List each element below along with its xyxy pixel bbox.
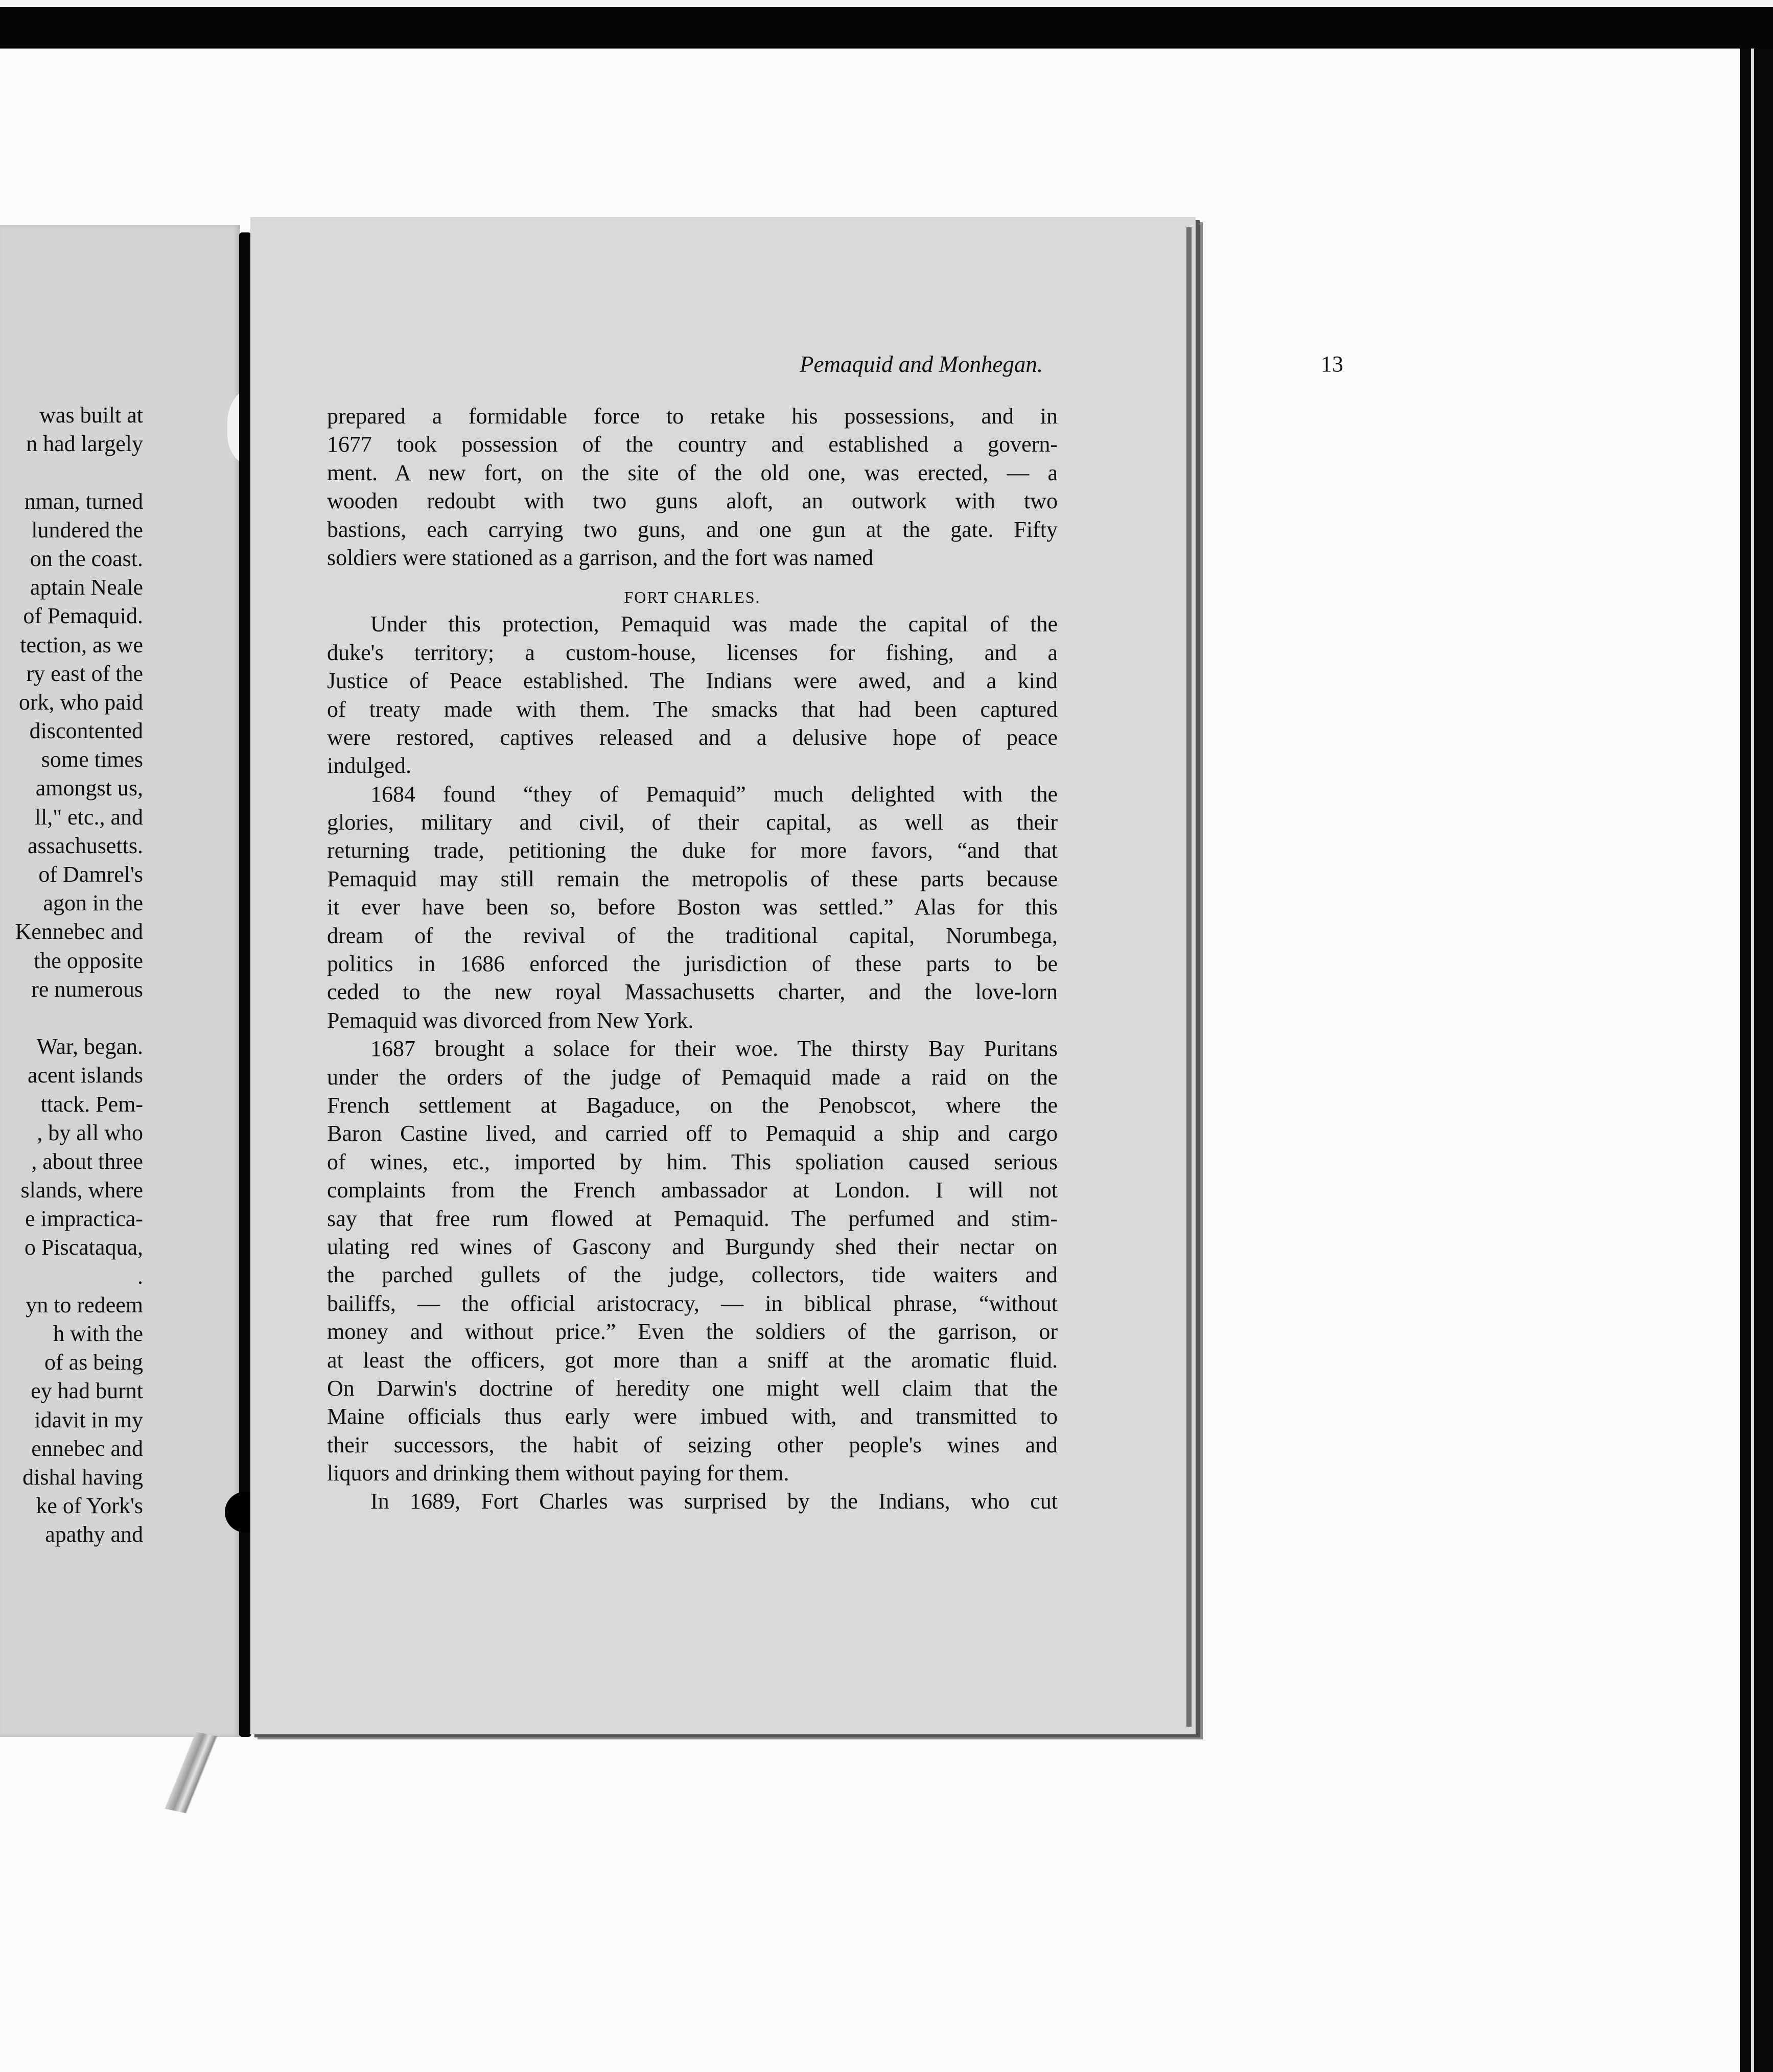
previous-page-line: ll," etc., and <box>34 804 143 830</box>
previous-page-line: was built at <box>39 403 143 428</box>
section-heading: FORT CHARLES. <box>624 588 761 607</box>
body-line: money and without price.” Even the soldiers of the garrison, or <box>327 1319 1058 1345</box>
previous-page-line: War, began. <box>36 1034 143 1059</box>
body-line: returning trade, petitioning the duke for more favors, “and that <box>327 838 1058 863</box>
body-line: say that free rum flowed at Pemaquid. The perfumed and stim- <box>327 1206 1058 1231</box>
body-line: On Darwin's doctrine of heredity one might well claim that the <box>327 1375 1058 1401</box>
previous-page-line: . <box>137 1263 143 1289</box>
previous-page-line: apathy and <box>45 1522 143 1547</box>
previous-page-line: some times <box>41 747 143 772</box>
previous-page-line: idavit in my <box>34 1407 143 1432</box>
scan-frame-top <box>0 0 1773 49</box>
body-line: it ever have been so, before Boston was settled.” Alas for this <box>327 894 1058 920</box>
body-line: liquors and drinking them without paying for them. <box>327 1461 789 1486</box>
previous-page-line: the opposite <box>34 948 143 973</box>
body-line: complaints from the French ambassador at London. I will not <box>327 1178 1058 1203</box>
previous-page-line: ennebec and <box>31 1435 143 1461</box>
body-line: 1687 brought a solace for their woe. The thirsty Bay Puritans <box>370 1036 1058 1062</box>
previous-page-line: ttack. Pem- <box>40 1091 143 1117</box>
page-number: 13 <box>1321 351 1343 376</box>
previous-page-line: on the coast. <box>30 546 143 571</box>
body-line: 1677 took possession of the country and established a govern- <box>327 432 1058 457</box>
body-line: at least the officers, got more than a sniff at the aromatic fluid. <box>327 1347 1058 1373</box>
body-line: Maine officials thus early were imbued with, and transmitted to <box>327 1404 1058 1429</box>
previous-page-line: ork, who paid <box>18 689 143 715</box>
body-line: politics in 1686 enforced the jurisdiction of these parts to be <box>327 951 1058 977</box>
body-line: Pemaquid may still remain the metropolis of these parts because <box>327 866 1058 891</box>
running-head <box>549 351 1343 387</box>
previous-page-line: amongst us, <box>35 775 143 801</box>
body-line: glories, military and civil, of their capital, as well as their <box>327 810 1058 835</box>
body-line: were restored, captives released and a delusive hope of peace <box>327 724 1058 750</box>
previous-page-line: aptain Neale <box>30 575 143 600</box>
body-line: prepared a formidable force to retake his possessions, and in <box>327 404 1058 429</box>
previous-page-line: yn to redeem <box>26 1292 143 1317</box>
previous-page-line: tection, as we <box>20 632 143 657</box>
previous-page-line: , about three <box>31 1148 143 1174</box>
body-line: ulating red wines of Gascony and Burgundy shed their nectar on <box>327 1234 1058 1259</box>
previous-page-line: of Pemaquid. <box>23 603 143 629</box>
previous-page-line: agon in the <box>43 890 143 916</box>
previous-page-line: Kennebec and <box>15 919 143 945</box>
body-line: Pemaquid was divorced from New York. <box>327 1007 694 1033</box>
body-line: 1684 found “they of Pemaquid” much delighted with the <box>370 781 1058 807</box>
running-title: Pemaquid and Monhegan. <box>800 351 1043 377</box>
previous-page-line: lundered the <box>31 517 143 543</box>
body-line: of treaty made with them. The smacks that had been captured <box>327 696 1058 722</box>
body-line: Under this protection, Pemaquid was made the capital of the <box>370 611 1058 637</box>
body-line: soldiers were stationed as a garrison, and the fort was named <box>327 545 874 570</box>
body-line: duke's territory; a custom-house, licenses for fishing, and a <box>327 640 1058 665</box>
previous-page-line: re numerous <box>31 976 143 1002</box>
previous-page-line: h with the <box>53 1321 143 1346</box>
previous-page-line: ey had burnt <box>31 1378 143 1404</box>
body-line: their successors, the habit of seizing other people's wines and <box>327 1432 1058 1457</box>
previous-page-line: n had largely <box>26 431 143 457</box>
previous-page-line: assachusetts. <box>27 833 143 858</box>
previous-page <box>0 225 240 1737</box>
body-line: Justice of Peace established. The Indians were awed, and a kind <box>327 668 1058 694</box>
body-line: of wines, etc., imported by him. This spoliation caused serious <box>327 1149 1058 1174</box>
scan-frame-right <box>1740 49 1773 2072</box>
body-line: wooden redoubt with two guns aloft, an outwork with two <box>327 488 1058 514</box>
body-line: Baron Castine lived, and carried off to Pemaquid a ship and cargo <box>327 1121 1058 1146</box>
body-line: under the orders of the judge of Pemaquid made a raid on the <box>327 1064 1058 1090</box>
previous-page-line: e impractica- <box>25 1206 143 1232</box>
current-page <box>250 217 1343 1734</box>
body-line: dream of the revival of the traditional capital, Norumbega, <box>327 923 1058 948</box>
previous-page-line: dishal having <box>22 1464 143 1490</box>
previous-page-line <box>0 458 143 487</box>
body-line: French settlement at Bagaduce, on the Penobscot, where the <box>327 1092 1058 1118</box>
previous-page-line: of Damrel's <box>38 862 143 887</box>
body-line: indulged. <box>327 753 411 779</box>
previous-page-line <box>0 1004 143 1032</box>
previous-page-line: o Piscataqua, <box>24 1235 143 1260</box>
page-body-text <box>327 402 1058 1516</box>
body-line: the parched gullets of the judge, collectors, tide waiters and <box>327 1262 1058 1288</box>
previous-page-line: nman, turned <box>24 488 143 514</box>
body-line: bailiffs, — the official aristocracy, — in biblical phrase, “without <box>327 1290 1058 1316</box>
previous-page-line: of as being <box>44 1350 143 1375</box>
body-line: bastions, each carrying two guns, and one gun at the gate. Fifty <box>327 516 1058 542</box>
previous-page-line: ry east of the <box>26 661 143 686</box>
previous-page-text <box>0 401 143 1549</box>
body-line: In 1689, Fort Charles was surprised by the Indians, who cut <box>370 1489 1058 1514</box>
previous-page-line: discontented <box>29 718 143 744</box>
previous-page-line: ke of York's <box>36 1493 143 1519</box>
previous-page-line: slands, where <box>20 1178 143 1203</box>
body-line: ceded to the new royal Massachusetts charter, and the love-lorn <box>327 979 1058 1005</box>
body-line: ment. A new fort, on the site of the old one, was erected, — a <box>327 460 1058 485</box>
previous-page-line: , by all who <box>37 1120 143 1145</box>
previous-page-line: acent islands <box>27 1063 143 1088</box>
